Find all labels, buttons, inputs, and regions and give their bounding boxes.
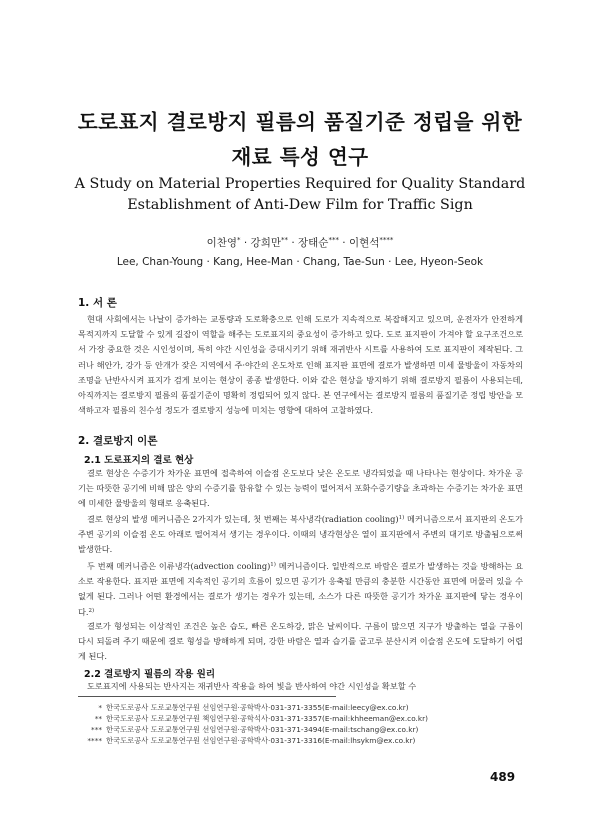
paragraph-text: 결로 현상의 발생 메커니즘은 2가지가 있는데, 첫 번째는 복사냉각(radiation cooling) <box>87 514 399 524</box>
footnote-3 <box>78 725 523 735</box>
author-separator: · <box>240 237 251 249</box>
title-korean-line-2: 재료 특성 연구 <box>231 145 369 169</box>
footnote-mark: **** <box>87 736 102 745</box>
citation-mark: 1) <box>270 562 276 568</box>
footnote-text: 한국도로공사 도로교통연구원 책임연구원·공학석사·031-371-3357(E-mail:khheeman@ex.co.kr) <box>106 714 428 723</box>
paragraph-text: 메커니즘으로서 표지판의 온도가 주변 공기의 이슬점 온도 아래로 떨어져서 생기는 경우이다. 이때의 냉각현상은 열이 표지판에서 주변의 대기로 방출됨으로써 발생한다. <box>78 514 523 555</box>
authors-english: Lee, Chan-Young · Kang, Hee-Man · Chang, Tae-Sun · Lee, Hyeon-Seok <box>116 256 484 268</box>
title-english-line-2: Establishment of Anti-Dew Film for Traffic Sign <box>127 197 473 213</box>
section-2-1-paragraph-4: 결로가 형성되는 이상적인 조건은 높은 습도, 빠른 온도하강, 맑은 날씨이다. 구름이 많으면 지구가 방출하는 열을 구름이 다시 되돌려 주기 때문에 결로 형성을 방해하게 되며, 강한 바람은 열과 습기를 골고루 분산시켜 이슬점 온도에 도달하기 어렵게 된다. <box>78 621 523 662</box>
footnote-4 <box>78 736 523 746</box>
footnote-mark: * <box>98 703 102 712</box>
author-separator: · <box>287 237 298 249</box>
footnote-mark: ** <box>94 714 102 723</box>
section-1-heading: 1. 서 론 <box>78 297 117 309</box>
footnote-2 <box>78 714 523 724</box>
author-separator: · <box>338 237 349 249</box>
section-2-1-paragraph-1: 결로 현상은 수증기가 차가운 표면에 접촉하여 이슬점 온도보다 낮은 온도로 냉각되었을 때 나타나는 현상이다. 차가운 공기는 따뜻한 공기에 비해 많은 양의 수증기를 함유할 수 있는 능력이 떨어져서 포화수증기량을 초과하는 수증기는 차가운 표면에 미세한 물방울의 형태로 응축된다. <box>78 468 524 509</box>
author-3: 장태순 <box>298 237 329 249</box>
footnote-1 <box>78 703 523 713</box>
section-2-2-paragraph-1: 도로표지에 사용되는 반사지는 재귀반사 작용을 하여 빛을 반사하여 야간 시인성을 확보할 수 <box>87 681 417 691</box>
section-2-1-paragraph-2 <box>78 512 523 558</box>
footnote-mark: *** <box>91 725 102 734</box>
citation-mark: 2) <box>88 607 95 614</box>
citation-mark: 1) <box>398 515 405 521</box>
footnote-text: 한국도로공사 도로교통연구원 선임연구원·공학박사·031-371-3494(E-mail:tschang@ex.co.kr) <box>106 725 419 734</box>
authors-korean <box>0 235 600 250</box>
author-3-mark: *** <box>328 236 339 244</box>
author-4: 이현석 <box>348 237 380 249</box>
author-2: 강희만 <box>250 237 281 249</box>
author-2-mark: ** <box>280 236 288 244</box>
footnote-text: 한국도로공사 도로교통연구원 선임연구원·공학박사·031-371-3355(E-mail:leecy@ex.co.kr) <box>106 703 409 712</box>
paragraph-text: 두 번째 메커니즘은 이류냉각(advection cooling) <box>87 561 271 571</box>
author-1: 이찬영 <box>206 237 238 249</box>
section-2-1-paragraph-3 <box>78 559 523 620</box>
subsection-2-2-heading: 2.2 결로방지 필름의 작용 원리 <box>84 669 216 680</box>
section-2-heading: 2. 결로방지 이론 <box>78 435 158 447</box>
title-korean-line-1: 도로표지 결로방지 필름의 품질기준 정립을 위한 <box>77 110 523 134</box>
footnote-text: 한국도로공사 도로교통연구원 선임연구원·공학박사·031-371-3316(E-mail:lhsykm@ex.co.kr) <box>106 736 416 745</box>
section-1-paragraph: 현대 사회에서는 나날이 증가하는 교통량과 도로확충으로 인해 도로가 지속적으로 복잡해지고 있으며, 운전자가 안전하게 목적지까지 도달할 수 있게 길잡이 역할을 해주는 도로표지의 중요성이 증가하고 있다. 도로 표지판이 가져야 할 요구조건으로서 가장 중요한 것은 시인성이며, 특히 야간 시인성을 증대시키기 위해 재귀반사 시트를 사용하여 도로 표지판이 제작된다. 그러나 해안가, 강가 등 안개가 잦은 지역에서 주·야간의 온도차로 인해 표지판 표면에 결로가 발생하면 미세 물방울이 자동차의 조명을 난반사시켜 표지가 검게 보이는 현상이 종종 발생한다. 이와 같은 현상을 방지하기 위해 결로방지 필름이 사용되는데, 아직까지는 결로방지 필름의 품질기준이 명확히 정립되어 있지 않다. 본 연구에서는 결로방지 필름의 품질기준 정립 방안을 모색하고자 필름의 친수성 정도가 결로방지 성능에 미치는 영향에 대하여 고찰하였다. <box>78 314 524 416</box>
title-english-line-1: A Study on Material Properties Required for Quality Standard <box>74 176 526 192</box>
page-number: 489 <box>490 770 516 784</box>
subsection-2-1-heading: 2.1 도로표지의 결로 현상 <box>84 455 194 466</box>
author-4-mark: **** <box>379 236 394 244</box>
author-1-mark: * <box>237 236 241 244</box>
paragraph-text: 메커니즘이다. 일반적으로 바람은 결로가 발생하는 것을 방해하는 요소로 작용한다. 표지판 표면에 지속적인 공기의 흐름이 있으면 공기가 응축될 만큼의 충분한 시간동안 표면에 머물러 있을 수 없게 된다. 그러나 어떤 환경에서는 결로가 생기는 경우가 있는데, 소스가 다른 따뜻한 공기가 차가운 표지판에 닿는 경우이다. <box>78 561 523 617</box>
footnote-divider <box>78 696 336 697</box>
